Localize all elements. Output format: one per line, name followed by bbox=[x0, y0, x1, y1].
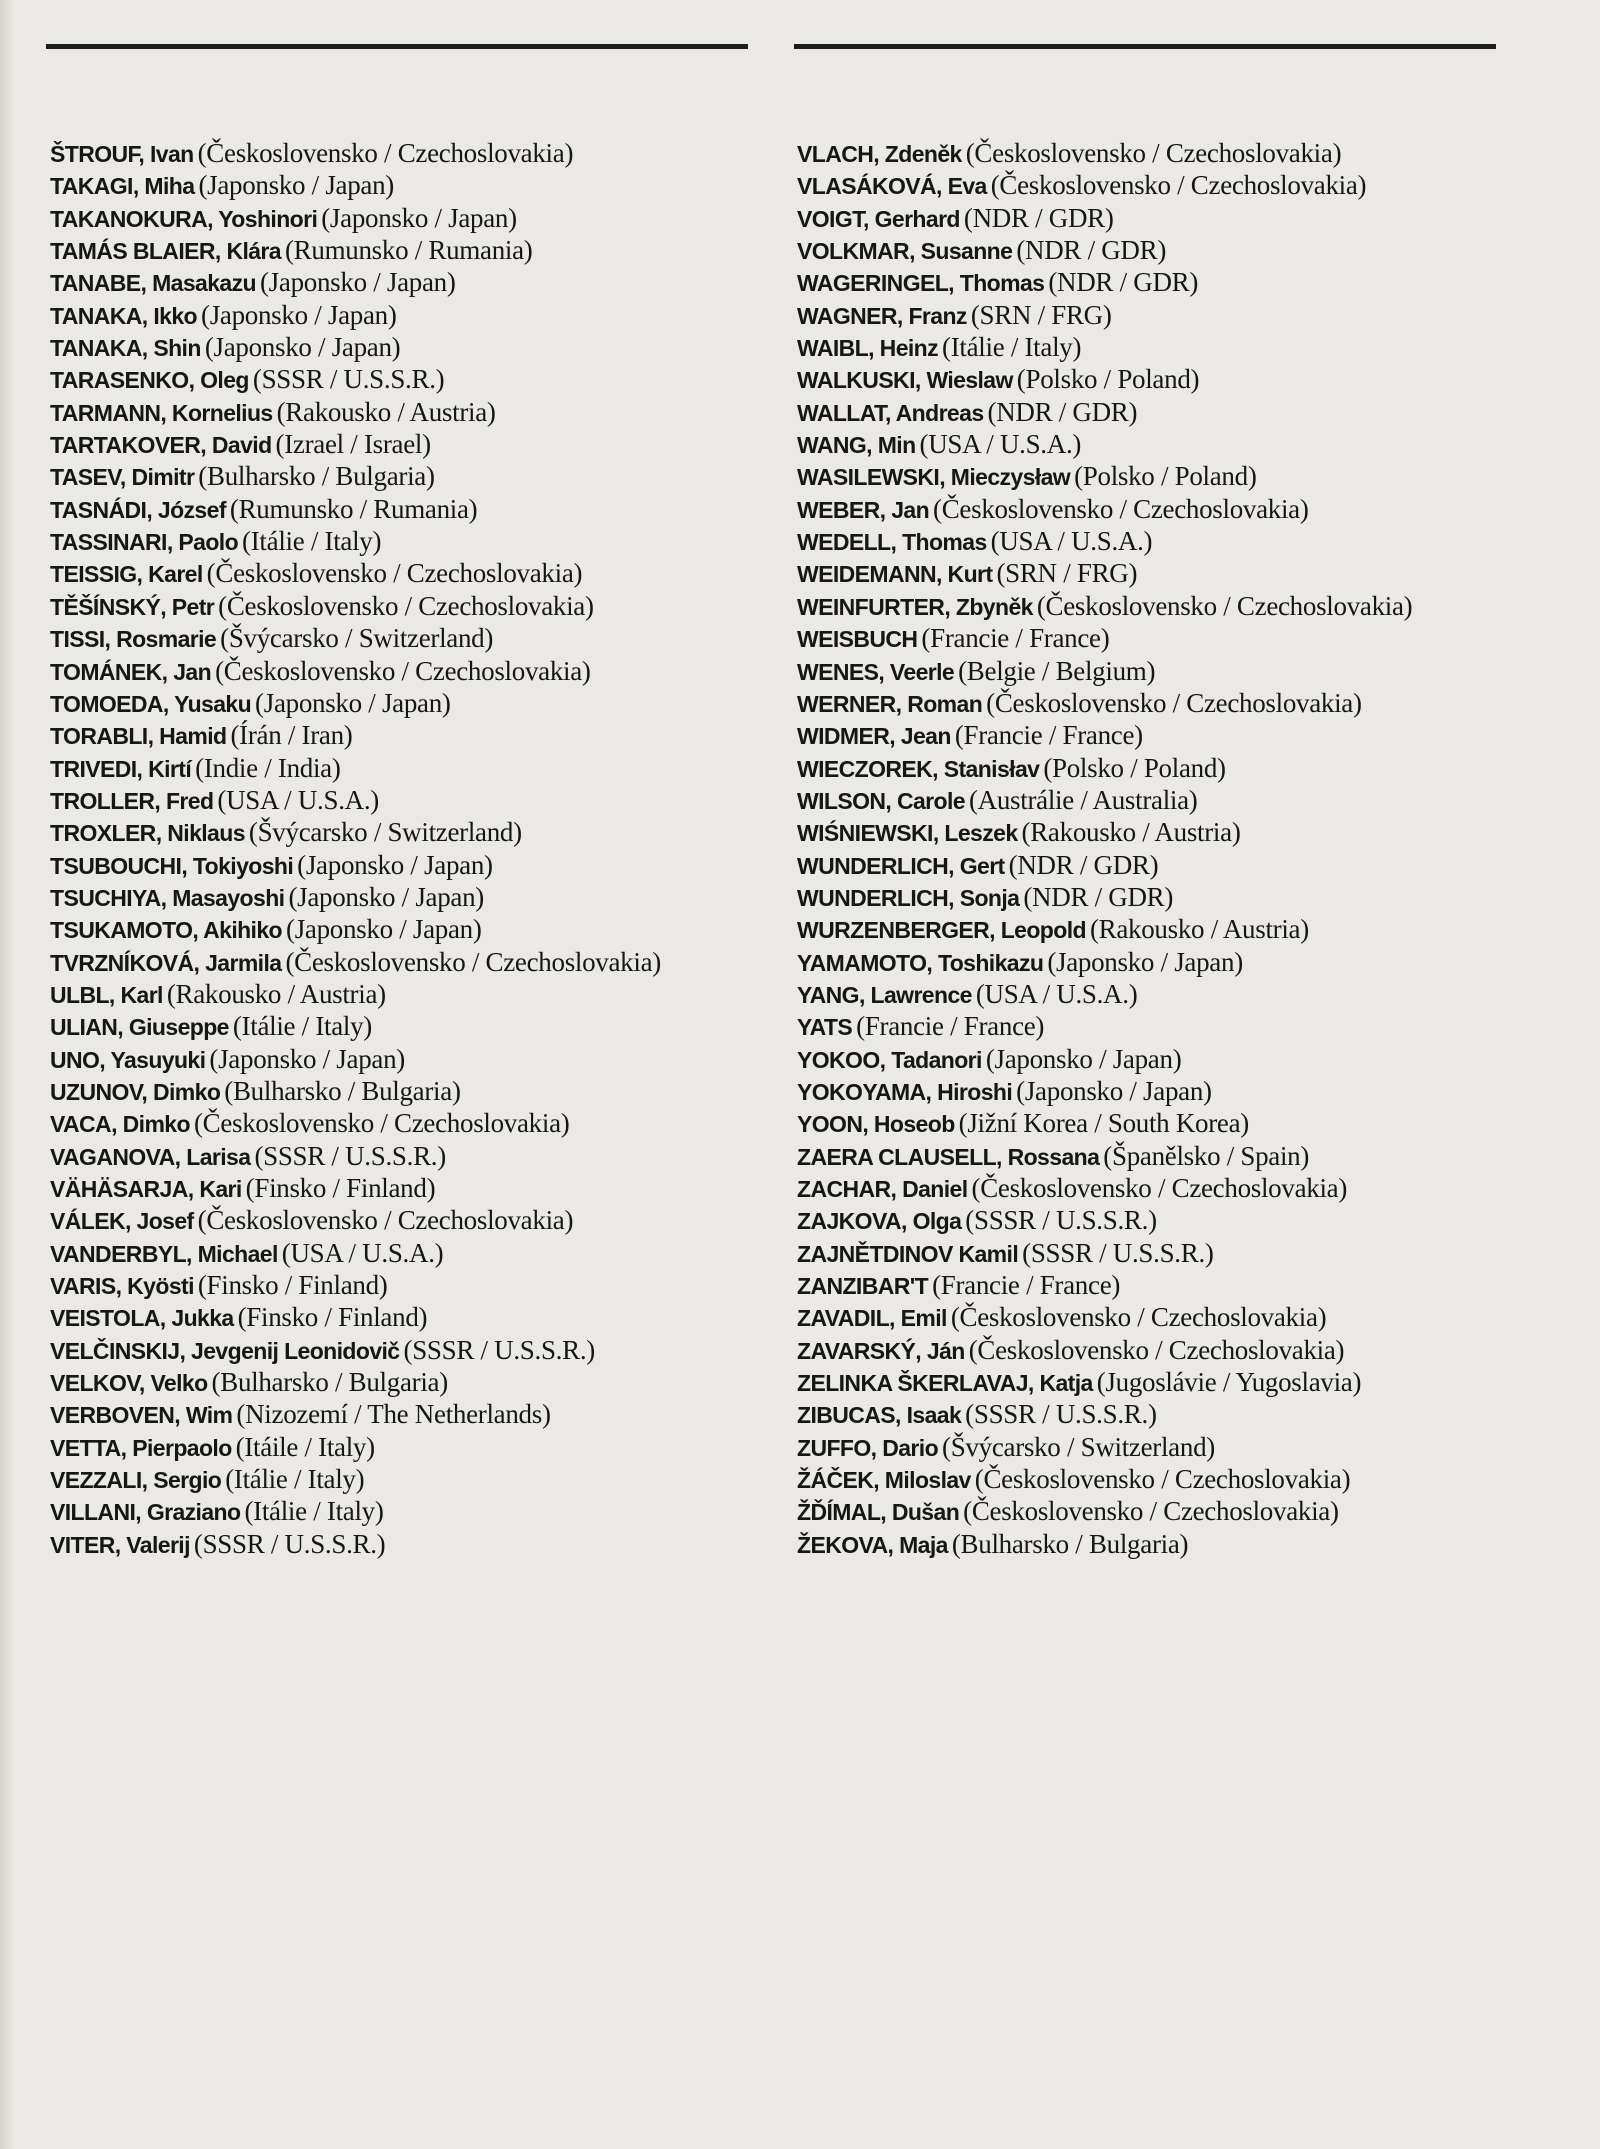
participant-name: TANABE, Masakazu bbox=[50, 270, 256, 297]
participant-name: VITER, Valerij bbox=[50, 1531, 190, 1558]
participant-name: TEISSIG, Karel bbox=[50, 561, 203, 588]
list-item bbox=[797, 622, 1587, 654]
list-item bbox=[50, 1075, 780, 1107]
participant-name: VERBOVEN, Wim bbox=[50, 1402, 233, 1429]
list-item bbox=[50, 169, 780, 201]
list-item bbox=[50, 719, 780, 751]
list-item bbox=[50, 946, 780, 978]
participant-country: (Bulharsko / Bulgaria) bbox=[211, 1367, 448, 1398]
participant-name: TANAKA, Shin bbox=[50, 335, 201, 362]
list-item bbox=[50, 1495, 780, 1527]
participant-name: TSUCHIYA, Masayoshi bbox=[50, 884, 285, 911]
participant-name: YANG, Lawrence bbox=[797, 981, 972, 1008]
list-item bbox=[797, 590, 1587, 622]
list-item bbox=[797, 913, 1587, 945]
list-item bbox=[50, 913, 780, 945]
participant-country: (NDR / GDR) bbox=[987, 396, 1138, 427]
participant-country: (Itálie / Italy) bbox=[232, 1011, 372, 1042]
participant-name: ZIBUCAS, Isaak bbox=[797, 1402, 962, 1429]
participant-country: (Rakousko / Austria) bbox=[1021, 817, 1241, 848]
participant-country: (Írán / Iran) bbox=[230, 720, 353, 751]
participant-name: WERNER, Roman bbox=[797, 690, 983, 717]
participant-country: (Švýcarsko / Switzerland) bbox=[942, 1431, 1215, 1462]
list-item bbox=[50, 234, 780, 266]
participant-country: (SSSR / U.S.S.R.) bbox=[403, 1334, 595, 1365]
list-item bbox=[50, 1010, 780, 1042]
participant-name: TAKAGI, Miha bbox=[50, 173, 195, 200]
participant-country: (Indie / India) bbox=[195, 752, 341, 783]
list-item bbox=[797, 1107, 1587, 1139]
list-item bbox=[797, 687, 1587, 719]
participant-country: (Švýcarsko / Switzerland) bbox=[220, 623, 494, 654]
participant-country: (Japonsko / Japan) bbox=[259, 267, 456, 298]
participant-country: (USA / U.S.A.) bbox=[990, 526, 1153, 557]
participant-country: (SSSR / U.S.S.R.) bbox=[254, 1140, 446, 1171]
participant-name: VILLANI, Graziano bbox=[50, 1499, 241, 1526]
participant-name: YATS bbox=[797, 1014, 853, 1041]
list-item bbox=[50, 622, 780, 654]
list-item bbox=[50, 590, 780, 622]
list-item bbox=[50, 460, 780, 492]
participant-name: TSUBOUCHI, Tokiyoshi bbox=[50, 852, 294, 879]
list-item bbox=[797, 363, 1587, 395]
participant-country: (Rumunsko / Rumania) bbox=[229, 493, 478, 524]
participant-name: WAGERINGEL, Thomas bbox=[797, 270, 1045, 297]
participant-country: (Austrálie / Australia) bbox=[968, 784, 1198, 815]
participant-name: TOMÁNEK, Jan bbox=[50, 658, 212, 685]
list-item bbox=[797, 525, 1587, 557]
list-item bbox=[50, 1431, 780, 1463]
participant-country: (Československo / Czechoslovakia) bbox=[206, 558, 583, 589]
list-item bbox=[797, 234, 1587, 266]
participant-name: VARIS, Kyösti bbox=[50, 1273, 194, 1300]
participant-name: WEDELL, Thomas bbox=[797, 529, 987, 556]
list-item bbox=[797, 169, 1587, 201]
participant-country: (Československo / Czechoslovakia) bbox=[197, 138, 574, 168]
list-item bbox=[797, 266, 1587, 298]
list-item bbox=[50, 525, 780, 557]
participant-country: (Itálie / Italy) bbox=[225, 1464, 365, 1495]
list-item bbox=[797, 1043, 1587, 1075]
participant-country: (Československo / Czechoslovakia) bbox=[218, 590, 594, 621]
participant-country: (Československo / Czechoslovakia) bbox=[950, 1302, 1327, 1333]
participant-name: TASNÁDI, József bbox=[50, 496, 226, 523]
list-item bbox=[797, 1495, 1587, 1527]
participant-country: (Rakousko / Austria) bbox=[166, 978, 386, 1009]
participant-country: (Finsko / Finland) bbox=[237, 1302, 428, 1333]
list-item bbox=[50, 1463, 780, 1495]
participant-country: (NDR / GDR) bbox=[1016, 235, 1167, 266]
participant-name: ZAJNĚTDINOV Kamil bbox=[797, 1240, 1019, 1267]
list-item bbox=[50, 363, 780, 395]
participant-country: (Bulharsko / Bulgaria) bbox=[224, 1075, 461, 1106]
participant-name: ZAERA CLAUSELL, Rossana bbox=[797, 1143, 1100, 1170]
participant-name: YOKOYAMA, Hiroshi bbox=[797, 1078, 1013, 1105]
participant-name: TARMANN, Kornelius bbox=[50, 399, 273, 426]
participant-name: TVRZNÍKOVÁ, Jarmila bbox=[50, 949, 282, 976]
list-item bbox=[50, 1204, 780, 1236]
participant-name: ZAVADIL, Emil bbox=[797, 1305, 947, 1332]
list-item bbox=[50, 137, 780, 169]
participant-country: (USA / U.S.A.) bbox=[919, 429, 1082, 460]
list-item bbox=[797, 460, 1587, 492]
list-item bbox=[50, 1269, 780, 1301]
participant-country: (SSSR / U.S.S.R.) bbox=[252, 364, 445, 395]
participant-name: ZANZIBAR'T bbox=[797, 1273, 929, 1300]
participant-name: ZUFFO, Dario bbox=[797, 1434, 939, 1461]
participant-country: (Československo / Czechoslovakia) bbox=[197, 1205, 574, 1236]
participant-name: TAKANOKURA, Yoshinori bbox=[50, 205, 318, 232]
participant-country: (Belgie / Belgium) bbox=[958, 655, 1156, 686]
participant-name: ŠTROUF, Ivan bbox=[50, 141, 194, 167]
list-item bbox=[50, 1237, 780, 1269]
participant-name: VLASÁKOVÁ, Eva bbox=[797, 173, 987, 200]
participant-name: TĚŠÍNSKÝ, Petr bbox=[50, 593, 215, 620]
participant-name: UNO, Yasuyuki bbox=[50, 1046, 206, 1073]
participant-name: TRIVEDI, Kirtí bbox=[50, 755, 192, 782]
participant-name: ZAVARSKÝ, Ján bbox=[797, 1337, 965, 1364]
list-item bbox=[50, 493, 780, 525]
participant-name: VÁLEK, Josef bbox=[50, 1208, 194, 1235]
list-item bbox=[50, 1043, 780, 1075]
participant-country: (Československo / Czechoslovakia) bbox=[285, 946, 661, 977]
right-column-top-rule bbox=[794, 44, 1496, 49]
participant-country: (Československo / Czechoslovakia) bbox=[990, 170, 1367, 201]
participant-name: TORABLI, Hamid bbox=[50, 723, 227, 750]
list-item bbox=[50, 849, 780, 881]
participant-country: (Československo / Czechoslovakia) bbox=[986, 687, 1362, 718]
participant-country: (Japonsko / Japan) bbox=[1016, 1075, 1212, 1106]
list-item bbox=[50, 1528, 780, 1560]
list-item bbox=[50, 202, 780, 234]
list-item bbox=[797, 1366, 1587, 1398]
participant-name: TASEV, Dimitr bbox=[50, 464, 195, 491]
participant-country: (SSSR / U.S.S.R.) bbox=[1022, 1237, 1214, 1268]
participant-country: (Itáile / Italy) bbox=[235, 1431, 375, 1462]
list-item bbox=[50, 266, 780, 298]
participant-country: (SSSR / U.S.S.R.) bbox=[193, 1528, 386, 1559]
participant-name: ULBL, Karl bbox=[50, 981, 163, 1008]
list-item bbox=[50, 1301, 780, 1333]
list-item bbox=[797, 1140, 1587, 1172]
list-item bbox=[50, 1140, 780, 1172]
participant-country: (Itálie / Italy) bbox=[242, 526, 382, 557]
participant-country: (Bulharsko / Bulgaria) bbox=[951, 1528, 1189, 1559]
participant-country: (Finsko / Finland) bbox=[197, 1270, 388, 1301]
participant-name: VANDERBYL, Michael bbox=[50, 1240, 278, 1267]
participant-name: WILSON, Carole bbox=[797, 787, 965, 814]
participant-name: VELČINSKIJ, Jevgenij Leonidovič bbox=[50, 1337, 400, 1364]
participant-name: TAMÁS BLAIER, Klára bbox=[50, 238, 281, 265]
list-item bbox=[50, 978, 780, 1010]
participant-name: TISSI, Rosmarie bbox=[50, 626, 217, 653]
list-item bbox=[797, 1528, 1587, 1560]
list-item bbox=[797, 946, 1587, 978]
participant-country: (Japonsko / Japan) bbox=[321, 202, 517, 233]
participant-country: (Československo / Czechoslovakia) bbox=[974, 1464, 1351, 1495]
list-item bbox=[797, 1204, 1587, 1236]
list-item bbox=[797, 428, 1587, 460]
participant-country: (Československo / Czechoslovakia) bbox=[193, 1108, 570, 1139]
list-item bbox=[50, 816, 780, 848]
participant-country: (Izrael / Israel) bbox=[275, 429, 431, 460]
list-item bbox=[50, 1107, 780, 1139]
list-item bbox=[797, 1334, 1587, 1366]
list-item bbox=[797, 1398, 1587, 1430]
participant-country: (USA / U.S.A.) bbox=[217, 784, 379, 815]
participant-country: (Československo / Czechoslovakia) bbox=[215, 655, 591, 686]
participant-country: (Rakousko / Austria) bbox=[1089, 914, 1309, 945]
participant-name: WUNDERLICH, Sonja bbox=[797, 884, 1020, 911]
participant-name: VOLKMAR, Susanne bbox=[797, 238, 1013, 265]
participant-country: (SRN / FRG) bbox=[996, 558, 1138, 589]
participant-country: (Československo / Czechoslovakia) bbox=[965, 138, 1342, 168]
list-item bbox=[797, 719, 1587, 751]
participant-country: (Francie / France) bbox=[954, 720, 1143, 751]
participant-name: WAGNER, Franz bbox=[797, 302, 967, 329]
participant-name: VEISTOLA, Jukka bbox=[50, 1305, 234, 1332]
participant-name: TANAKA, Ikko bbox=[50, 302, 197, 329]
participant-name: WANG, Min bbox=[797, 432, 916, 459]
participant-name: ZAJKOVA, Olga bbox=[797, 1208, 962, 1235]
list-item bbox=[50, 752, 780, 784]
participant-name: ŽÁČEK, Miloslav bbox=[797, 1467, 971, 1494]
participant-name: WEISBUCH bbox=[797, 626, 918, 653]
participant-country: (Rakousko / Austria) bbox=[276, 396, 496, 427]
participant-name: TROLLER, Fred bbox=[50, 787, 214, 814]
participant-country: (USA / U.S.A.) bbox=[281, 1237, 444, 1268]
list-item bbox=[797, 1075, 1587, 1107]
participant-name: WAIBL, Heinz bbox=[797, 335, 939, 362]
participant-name: VAGANOVA, Larisa bbox=[50, 1143, 251, 1170]
participant-name: WIECZOREK, Stanisłav bbox=[797, 755, 1040, 782]
participant-country: (Japonsko / Japan) bbox=[1047, 946, 1243, 977]
participant-country: (Francie / France) bbox=[921, 623, 1110, 654]
participant-country: (Japonsko / Japan) bbox=[297, 849, 493, 880]
list-item bbox=[797, 137, 1587, 169]
list-item bbox=[50, 687, 780, 719]
participant-name: VÄHÄSARJA, Kari bbox=[50, 1176, 242, 1202]
list-item bbox=[797, 299, 1587, 331]
participant-name: WURZENBERGER, Leopold bbox=[797, 917, 1086, 944]
list-item bbox=[797, 1237, 1587, 1269]
participant-country: (SSSR / U.S.S.R.) bbox=[965, 1399, 1157, 1430]
participant-name: WIDMER, Jean bbox=[797, 723, 951, 750]
participant-name: WEBER, Jan bbox=[797, 496, 930, 523]
participant-country: (Československo / Czechoslovakia) bbox=[971, 1173, 1348, 1203]
participant-country: (Japonsko / Japan) bbox=[985, 1043, 1182, 1074]
page-edge-shadow bbox=[0, 0, 14, 2149]
list-item bbox=[50, 1334, 780, 1366]
participant-country: (NDR / GDR) bbox=[1048, 267, 1199, 298]
participant-country: (Československo / Czechoslovakia) bbox=[933, 493, 1309, 524]
participant-country: (Itálie / Italy) bbox=[942, 332, 1082, 363]
participant-name: VELKOV, Velko bbox=[50, 1370, 208, 1397]
participant-country: (Japonsko / Japan) bbox=[198, 170, 394, 201]
participant-country: (Francie / France) bbox=[932, 1270, 1121, 1301]
participant-country: (Japonsko / Japan) bbox=[204, 332, 401, 363]
list-item bbox=[50, 396, 780, 428]
participant-name: YOON, Hoseob bbox=[797, 1111, 955, 1138]
participant-name: WASILEWSKI, Mieczysław bbox=[797, 464, 1071, 491]
participant-country: (NDR / GDR) bbox=[1008, 849, 1159, 880]
participant-country: (Španělsko / Spain) bbox=[1103, 1140, 1310, 1171]
right-column-list bbox=[797, 137, 1587, 1560]
list-item bbox=[797, 655, 1587, 687]
list-item bbox=[797, 493, 1587, 525]
participant-name: VLACH, Zdeněk bbox=[797, 141, 962, 167]
participant-country: (Československo / Czechoslovakia) bbox=[963, 1496, 1339, 1527]
participant-name: WALKUSKI, Wieslaw bbox=[797, 367, 1013, 394]
list-item bbox=[797, 1301, 1587, 1333]
list-item bbox=[50, 299, 780, 331]
list-item bbox=[797, 784, 1587, 816]
list-item bbox=[797, 1269, 1587, 1301]
participant-country: (Bulharsko / Bulgaria) bbox=[198, 461, 435, 492]
participant-country: (NDR / GDR) bbox=[1023, 881, 1174, 912]
list-item bbox=[50, 1398, 780, 1430]
participant-name: ULIAN, Giuseppe bbox=[50, 1014, 229, 1041]
list-item bbox=[50, 784, 780, 816]
list-item bbox=[50, 428, 780, 460]
list-item bbox=[797, 1010, 1587, 1042]
participant-country: (Rumunsko / Rumania) bbox=[284, 235, 533, 266]
list-item bbox=[797, 978, 1587, 1010]
participant-name: WIŚNIEWSKI, Leszek bbox=[797, 820, 1018, 847]
participant-name: ZELINKA ŠKERLAVAJ, Katja bbox=[797, 1370, 1093, 1397]
list-item bbox=[50, 655, 780, 687]
participant-name: TSUKAMOTO, Akihiko bbox=[50, 917, 282, 944]
participant-country: (SSSR / U.S.S.R.) bbox=[965, 1205, 1157, 1236]
participant-name: ZACHAR, Daniel bbox=[797, 1176, 968, 1202]
list-item bbox=[797, 1172, 1587, 1204]
list-item bbox=[50, 881, 780, 913]
participant-country: (Jižní Korea / South Korea) bbox=[958, 1108, 1249, 1139]
participant-country: (Japonsko / Japan) bbox=[255, 687, 451, 718]
participant-country: (Itálie / Italy) bbox=[244, 1496, 384, 1527]
participant-country: (Nizozemí / The Netherlands) bbox=[236, 1399, 551, 1430]
participant-name: VACA, Dimko bbox=[50, 1111, 190, 1138]
participant-name: TASSINARI, Paolo bbox=[50, 529, 239, 556]
participant-country: (Polsko / Poland) bbox=[1074, 461, 1257, 492]
participant-name: TOMOEDA, Yusaku bbox=[50, 690, 252, 717]
participant-country: (Japonsko / Japan) bbox=[288, 881, 484, 912]
participant-country: (Francie / France) bbox=[856, 1011, 1045, 1042]
participant-name: WUNDERLICH, Gert bbox=[797, 852, 1005, 879]
list-item bbox=[797, 1431, 1587, 1463]
participant-country: (SRN / FRG) bbox=[970, 299, 1112, 330]
left-column-list bbox=[50, 137, 780, 1560]
participant-country: (NDR / GDR) bbox=[963, 202, 1114, 233]
list-item bbox=[797, 881, 1587, 913]
list-item bbox=[797, 202, 1587, 234]
list-item bbox=[797, 1463, 1587, 1495]
participant-name: YAMAMOTO, Toshikazu bbox=[797, 949, 1044, 976]
participant-name: TARASENKO, Oleg bbox=[50, 367, 249, 394]
participant-name: WEINFURTER, Zbyněk bbox=[797, 593, 1033, 620]
participant-name: ŽEKOVA, Maja bbox=[797, 1531, 948, 1558]
participant-country: (Československo / Czechoslovakia) bbox=[1036, 590, 1413, 621]
list-item bbox=[797, 396, 1587, 428]
list-item bbox=[50, 557, 780, 589]
list-item bbox=[50, 331, 780, 363]
list-item bbox=[797, 752, 1587, 784]
list-item bbox=[797, 557, 1587, 589]
participant-name: YOKOO, Tadanori bbox=[797, 1046, 982, 1073]
participant-name: WEIDEMANN, Kurt bbox=[797, 561, 993, 588]
participant-country: (Švýcarsko / Switzerland) bbox=[248, 817, 522, 848]
participant-name: WENES, Veerle bbox=[797, 658, 955, 685]
participant-name: TROXLER, Niklaus bbox=[50, 820, 245, 847]
participant-name: ŽĎÍMAL, Dušan bbox=[797, 1499, 960, 1526]
list-item bbox=[797, 331, 1587, 363]
participant-name: UZUNOV, Dimko bbox=[50, 1078, 221, 1105]
participant-country: (USA / U.S.A.) bbox=[975, 978, 1138, 1009]
participant-country: (Japonsko / Japan) bbox=[201, 299, 397, 330]
participant-country: (Japonsko / Japan) bbox=[286, 914, 482, 945]
participant-name: WALLAT, Andreas bbox=[797, 399, 984, 426]
participant-country: (Jugoslávie / Yugoslavia) bbox=[1096, 1367, 1362, 1398]
participant-name: TARTAKOVER, David bbox=[50, 432, 272, 459]
participant-name: VOIGT, Gerhard bbox=[797, 205, 960, 232]
left-column-top-rule bbox=[46, 44, 748, 49]
participant-country: (Československo / Czechoslovakia) bbox=[968, 1334, 1345, 1365]
participant-country: (Polsko / Poland) bbox=[1043, 752, 1226, 783]
participant-country: (Finsko / Finland) bbox=[245, 1173, 436, 1203]
list-item bbox=[797, 849, 1587, 881]
participant-name: VEZZALI, Sergio bbox=[50, 1467, 222, 1494]
participant-name: VETTA, Pierpaolo bbox=[50, 1434, 232, 1461]
list-item bbox=[50, 1366, 780, 1398]
list-item bbox=[50, 1172, 780, 1204]
participant-country: (Polsko / Poland) bbox=[1016, 364, 1200, 395]
list-item bbox=[797, 816, 1587, 848]
participant-country: (Japonsko / Japan) bbox=[209, 1043, 405, 1074]
